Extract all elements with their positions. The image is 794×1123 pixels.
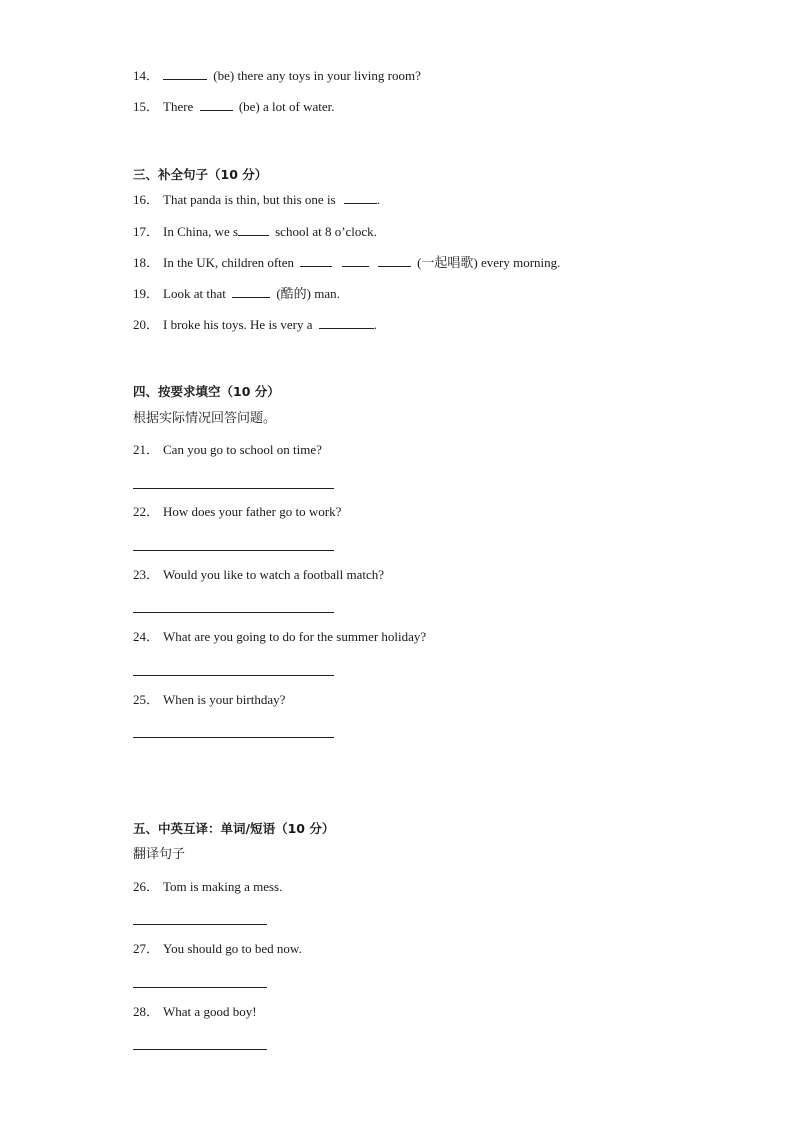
question-text: (一起唱歌) every morning. xyxy=(417,255,561,270)
question-text: In the UK, children often xyxy=(163,255,295,270)
question-24 xyxy=(133,628,426,646)
question-text: (be) there any toys in your living room? xyxy=(213,68,421,83)
question-26 xyxy=(133,878,282,896)
question-20 xyxy=(133,316,377,334)
question-19 xyxy=(133,285,340,303)
question-16 xyxy=(133,191,380,209)
answer-line-23[interactable] xyxy=(133,612,334,613)
question-text: Tom is making a mess. xyxy=(163,879,283,894)
question-18 xyxy=(133,254,560,272)
section-heading-3: 三、补全句子（10 分） xyxy=(133,167,268,182)
fill-blank[interactable] xyxy=(319,316,374,329)
question-text: Would you like to watch a football match? xyxy=(163,567,384,582)
fill-blank[interactable] xyxy=(163,67,207,80)
question-27 xyxy=(133,940,302,958)
question-text: What are you going to do for the summer holiday? xyxy=(163,629,427,644)
question-text: . xyxy=(376,192,381,207)
question-text: . xyxy=(373,317,377,332)
question-number: 25． xyxy=(133,692,160,707)
question-number: 24． xyxy=(133,629,160,644)
question-number: 26． xyxy=(133,879,160,894)
answer-line-21[interactable] xyxy=(133,488,334,489)
answer-line-22[interactable] xyxy=(133,550,334,551)
question-text: That panda is thin, but this one is xyxy=(163,192,336,207)
answer-line-28[interactable] xyxy=(133,1049,267,1050)
question-22 xyxy=(133,503,341,521)
question-number: 21． xyxy=(133,442,160,457)
question-number: 17． xyxy=(133,224,160,239)
fill-blank[interactable] xyxy=(344,191,377,204)
question-21 xyxy=(133,441,322,459)
answer-line-25[interactable] xyxy=(133,737,334,738)
answer-line-24[interactable] xyxy=(133,675,334,676)
question-number: 22． xyxy=(133,504,160,519)
question-text: Look at that xyxy=(163,286,226,301)
fill-blank[interactable] xyxy=(200,98,233,111)
section-heading-4: 四、按要求填空（10 分） xyxy=(133,384,280,399)
section-instruction-4: 根据实际情况回答问题。 xyxy=(133,411,277,426)
question-text: You should go to bed now. xyxy=(163,941,302,956)
question-text: What a good boy! xyxy=(163,1004,257,1019)
question-text: There xyxy=(163,99,194,114)
question-number: 15． xyxy=(133,99,160,114)
question-text: How does your father go to work? xyxy=(163,504,342,519)
question-25 xyxy=(133,691,285,709)
fill-blank[interactable] xyxy=(238,223,269,236)
section-heading-5: 五、中英互译：单词/短语（10 分） xyxy=(133,821,335,836)
fill-blank[interactable] xyxy=(342,254,369,267)
question-number: 23． xyxy=(133,567,160,582)
question-text: (酷的) man. xyxy=(276,286,340,301)
question-text: Can you go to school on time? xyxy=(163,442,322,457)
question-23 xyxy=(133,566,384,584)
question-14 xyxy=(133,67,421,85)
question-number: 28． xyxy=(133,1004,160,1019)
question-text: When is your birthday? xyxy=(163,692,286,707)
question-number: 27． xyxy=(133,941,160,956)
question-number: 20． xyxy=(133,317,160,332)
question-number: 18． xyxy=(133,255,160,270)
fill-blank[interactable] xyxy=(232,285,270,298)
question-28 xyxy=(133,1003,257,1021)
question-17 xyxy=(133,223,377,241)
section-instruction-5: 翻译句子 xyxy=(133,847,186,862)
answer-line-26[interactable] xyxy=(133,924,267,925)
question-number: 16． xyxy=(133,192,160,207)
question-15 xyxy=(133,98,334,116)
question-number: 14． xyxy=(133,68,160,83)
question-text: I broke his toys. He is very a xyxy=(163,317,313,332)
fill-blank[interactable] xyxy=(378,254,411,267)
question-number: 19． xyxy=(133,286,160,301)
fill-blank[interactable] xyxy=(300,254,332,267)
question-text: In China, we s xyxy=(163,224,239,239)
question-text: school at 8 o’clock. xyxy=(275,224,377,239)
question-text: (be) a lot of water. xyxy=(238,99,335,114)
answer-line-27[interactable] xyxy=(133,987,267,988)
